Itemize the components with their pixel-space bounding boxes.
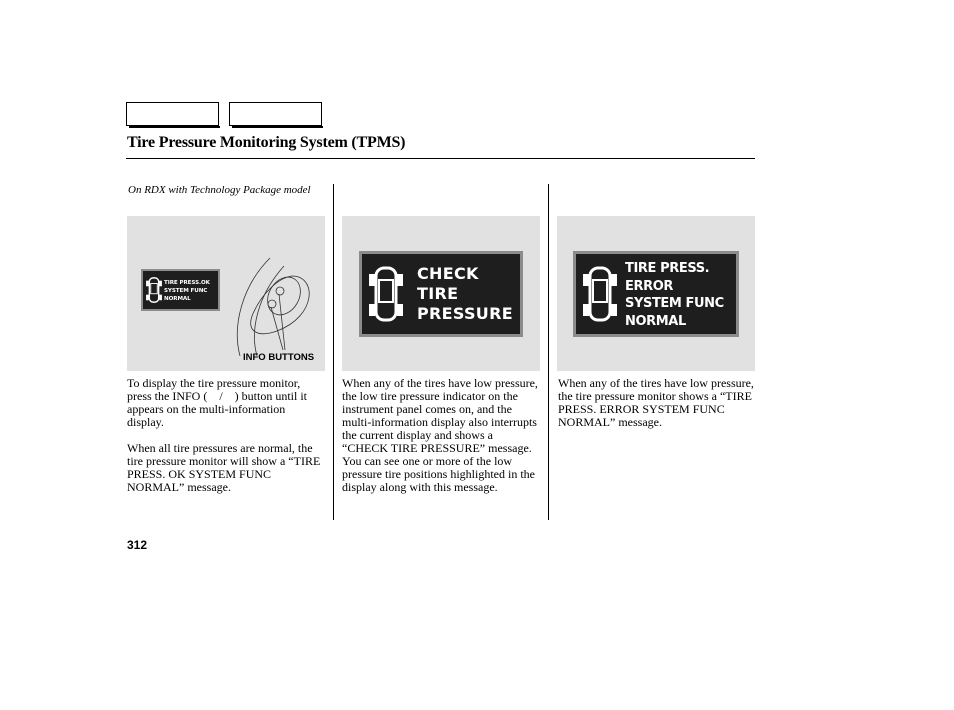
paragraph: To display the tire pressure monitor, press the INFO ( / ) button until it appears on the multi-information display. <box>127 376 307 429</box>
page-title: Tire Pressure Monitoring System (TPMS) <box>127 134 406 151</box>
nav-tab-2[interactable] <box>229 102 322 126</box>
car-tire-icon <box>368 264 404 324</box>
mini-display-text: TIRE PRESS.OK SYSTEM FUNC NORMAL <box>164 280 210 302</box>
mini-display <box>141 269 220 311</box>
figure-check-tire-pressure <box>342 216 540 371</box>
figure-caption: On RDX with Technology Package model <box>128 184 311 196</box>
text-column-3 <box>558 377 756 442</box>
column-divider-1 <box>333 184 334 520</box>
steering-wheel-sketch <box>222 246 322 356</box>
display-message: CHECK TIRE PRESSURE <box>417 264 513 323</box>
car-tire-icon <box>582 264 618 324</box>
car-tire-icon <box>145 276 163 304</box>
paragraph: When any of the tires have low pressure, the tire pressure monitor shows a “TIRE PRESS. ERROR SYSTEM FUNC NORMAL” message. <box>558 376 754 429</box>
text-column-2 <box>342 377 540 507</box>
paragraph: When any of the tires have low pressure, the low tire pressure indicator on the instrument panel comes on, and the multi-information display also interrupts the current display and shows a “CHECK TIRE PRESSURE” message. You can see one or more of the low pressure tire positions highlighted in the display along with this message. <box>342 376 538 494</box>
display-screen <box>573 251 739 337</box>
display-message: TIRE PRESS. ERROR SYSTEM FUNC NORMAL <box>625 261 724 329</box>
paragraph: When all tire pressures are normal, the tire pressure monitor will show a “TIRE PRESS. OK SYSTEM FUNC NORMAL” message. <box>127 441 321 494</box>
page-number: 312 <box>127 538 148 552</box>
display-screen <box>359 251 523 337</box>
figure-info-buttons <box>127 216 325 371</box>
text-column-1 <box>127 377 325 507</box>
column-divider-2 <box>548 184 549 520</box>
figure-tire-press-error <box>557 216 755 371</box>
title-rule <box>126 158 755 159</box>
nav-tab-1[interactable] <box>126 102 219 126</box>
info-buttons-label: INFO BUTTONS <box>243 352 315 363</box>
